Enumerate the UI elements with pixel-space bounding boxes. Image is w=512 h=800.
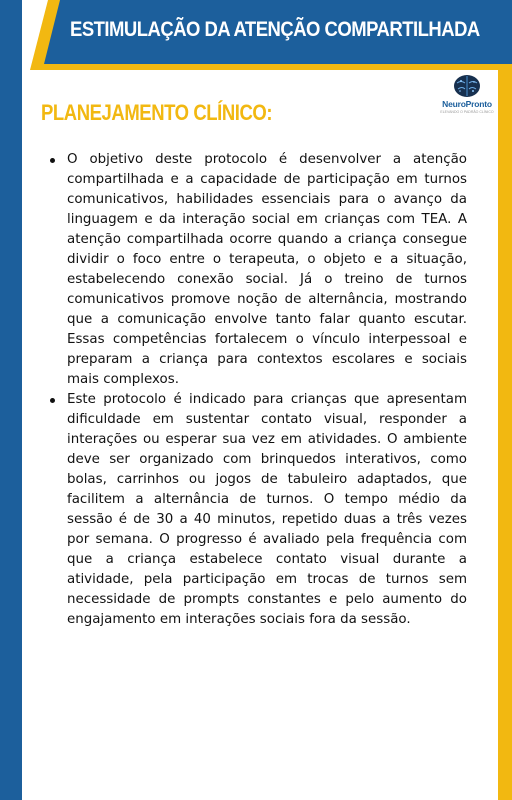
logo (436, 74, 498, 122)
content-list (48, 150, 467, 630)
list-item (48, 390, 467, 630)
list-item-text: O objetivo deste protocolo é desenvolver a atenção compartilhada e a capacidade de participação em turnos comunicativos, habilidades essenciais para o avanço da linguagem e da interação social em crianças com TEA. A atenção compartilhada ocorre quando a criança consegue dividir o foco entre o terapeuta, o objeto e a situação, estabelecendo conexão social. Já o treino de turnos comunicativos promove noção de alternância, mostrando que a comunicação envolve tanto falar quanto escutar. Essas competências fortalecem o vínculo interpessoal e preparam a criança para contextos escolares e sociais mais complexos. (67, 152, 467, 387)
brain-icon (453, 74, 481, 98)
list-item (48, 150, 467, 390)
page-title: ESTIMULAÇÃO DA ATENÇÃO COMPARTILHADA (70, 17, 480, 41)
bullet-icon (50, 398, 55, 403)
logo-tagline: ELEVANDO O PADRÃO CLÍNICO (440, 110, 494, 114)
section-title: PLANEJAMENTO CLÍNICO: (41, 100, 273, 125)
bullet-icon (50, 158, 55, 163)
left-accent-bar (0, 0, 22, 800)
list-item-text: Este protocolo é indicado para crianças que apresentam dificuldade em sustentar contato visual, responder a interações ou esperar sua vez em atividades. O ambiente deve ser organizado com brinquedos interativos, como bolas, carrinhos ou jogos de tabuleiro adaptados, que facilitem a alternância de turnos. O tempo médio da sessão é de 30 a 40 minutos, repetido duas a três vezes por semana. O progresso é avaliado pela frequência com que a criança estabelece contato visual durante a atividade, pela participação em trocas de turnos sem necessidade de prompts constantes e pelo aumento do engajamento em interações sociais fora da sessão. (67, 392, 467, 627)
right-accent-bar (498, 0, 512, 800)
logo-name: NeuroPronto (442, 99, 492, 109)
